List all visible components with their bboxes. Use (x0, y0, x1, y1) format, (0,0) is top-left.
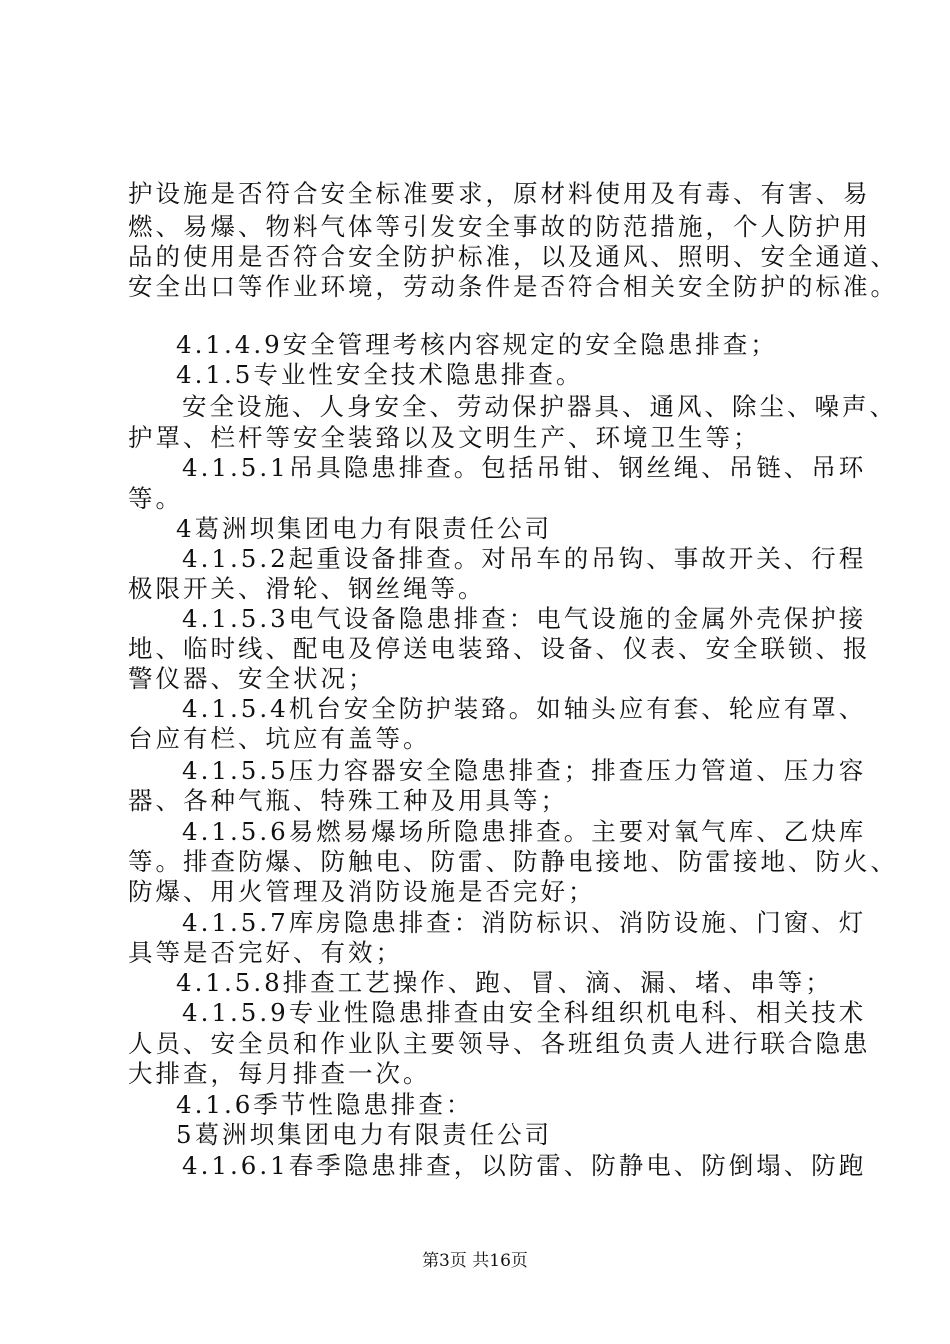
text-line: 防爆、用火管理及消防设施是否完好； (128, 877, 596, 906)
text-line: 等。排查防爆、防触电、防雷、防静电接地、防雷接地、防火、 (128, 847, 898, 876)
text-line: 台应有栏、坑应有盖等。 (128, 724, 431, 753)
text-line: 4.1.6.1春季隐患排查，以防雷、防静电、防倒塌、防跑 (182, 1151, 867, 1180)
text-line: 护罩、栏杆等安全装臵以及文明生产、环境卫生等； (128, 423, 761, 452)
text-line: 燃、易爆、物料气体等引发安全事故的防范措施，个人防护用 (128, 212, 871, 241)
text-line: 4.1.5.2起重设备排查。对吊车的吊钩、事故开关、行程 (182, 544, 867, 573)
text-line: 大排查，每月排查一次。 (128, 1059, 431, 1088)
text-line: 地、临时线、配电及停送电装臵、设备、仪表、安全联锁、报 (128, 634, 871, 663)
text-line: 安全设施、人身安全、劳动保护器具、通风、除尘、噪声、 (182, 392, 897, 421)
text-line: 4葛洲坝集团电力有限责任公司 (176, 514, 553, 543)
text-line: 器、各种气瓶、特殊工种及用具等； (128, 786, 568, 815)
text-line: 4.1.5.6易燃易爆场所隐患排查。主要对氧气库、乙炔库 (182, 817, 867, 846)
page-footer: 第3页 共16页 (422, 1251, 528, 1271)
text-line: 护设施是否符合安全标准要求，原材料使用及有毒、有害、易 (128, 179, 871, 208)
text-line: 品的使用是否符合安全防护标准，以及通风、照明、安全通道、 (128, 242, 898, 271)
text-line: 4.1.5.9专业性隐患排查由安全科组织机电科、相关技术 (182, 998, 867, 1027)
text-line: 极限开关、滑轮、钢丝绳等。 (128, 574, 486, 603)
text-line: 4.1.5.1吊具隐患排查。包括吊钳、钢丝绳、吊链、吊环 (182, 453, 867, 482)
text-line: 5葛洲坝集团电力有限责任公司 (176, 1120, 553, 1149)
text-line: 4.1.5.7库房隐患排查：消防标识、消防设施、门窗、灯 (182, 908, 867, 937)
text-line: 4.1.4.9安全管理考核内容规定的安全隐患排查； (176, 330, 778, 359)
text-line: 警仪器、安全状况； (128, 664, 376, 693)
text-line: 4.1.6季节性隐患排查： (176, 1090, 474, 1119)
text-line: 等。 (128, 484, 183, 513)
text-line: 具等是否完好、有效； (128, 938, 403, 967)
text-line: 4.1.5.3电气设备隐患排查：电气设施的金属外壳保护接 (182, 604, 867, 633)
text-line: 4.1.5.5压力容器安全隐患排查；排查压力管道、压力容 (182, 756, 867, 785)
text-line: 4.1.5专业性安全技术隐患排查。 (176, 360, 584, 389)
text-line: 4.1.5.8排查工艺操作、跑、冒、滴、漏、堵、串等； (176, 968, 833, 997)
text-line: 4.1.5.4机台安全防护装臵。如轴头应有套、轮应有罩、 (182, 694, 867, 723)
text-line: 安全出口等作业环境，劳动条件是否符合相关安全防护的标准。 (128, 272, 898, 301)
text-line: 人员、安全员和作业队主要领导、各班组负责人进行联合隐患 (128, 1029, 871, 1058)
